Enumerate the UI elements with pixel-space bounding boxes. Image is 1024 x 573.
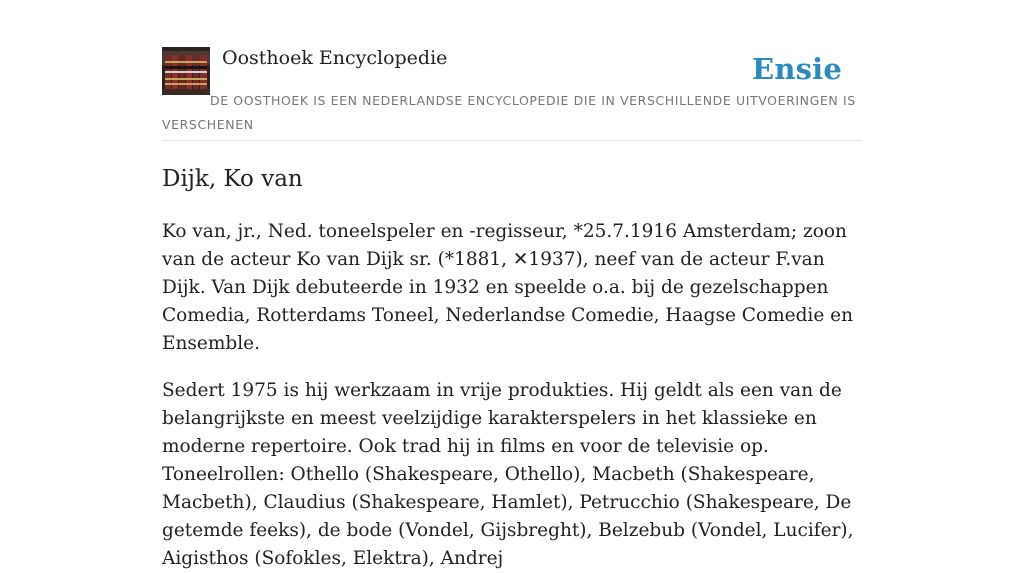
brand-logo[interactable]: Ensie [752,52,842,86]
article-title: Dijk, Ko van [162,166,303,192]
encyclopedia-books-icon[interactable] [162,47,210,95]
site-tagline: DE OOSTHOEK IS EEN NEDERLANDSE ENCYCLOPEDIE DIE IN VERSCHILLENDE UITVOERINGEN IS VERSCHENEN [162,93,856,132]
article-paragraph: Ko van, jr., Ned. toneelspeler en -regisseur, *25.7.1916 Amsterdam; zoon van de acteur Ko van Dijk sr. (*1881, ✕1937), neef van de acteur F.van Dijk. Van Dijk debuteerde in 1932 en speelde o.a. bij de gezelschappen Comedia, Rotterdams Toneel, Nederlandse Comedie, Haagse Comedie en Ensemble. [162,221,854,354]
site-header [162,46,862,141]
article-paragraph: Sedert 1975 is hij werkzaam in vrije produkties. Hij geldt als een van de belangrijkste en meest veelzijdige karakterspelers in het klassieke en moderne repertoire. Ook trad hij in films en voor de televisie op. Toneelrollen: Othello (Shakespeare, Othello), Macbeth (Shakespeare, Macbeth), Claudius (Shakespeare, Hamlet), Petrucchio (Shakespeare, De getemde feeks), de bode (Vondel, Gijsbreght), Belzebub (Vondel, Lucifer), Aigisthos (Sofokles, Elektra), Andrej [162,380,854,569]
site-title[interactable]: Oosthoek Encyclopedie [222,47,448,69]
article [162,160,862,573]
